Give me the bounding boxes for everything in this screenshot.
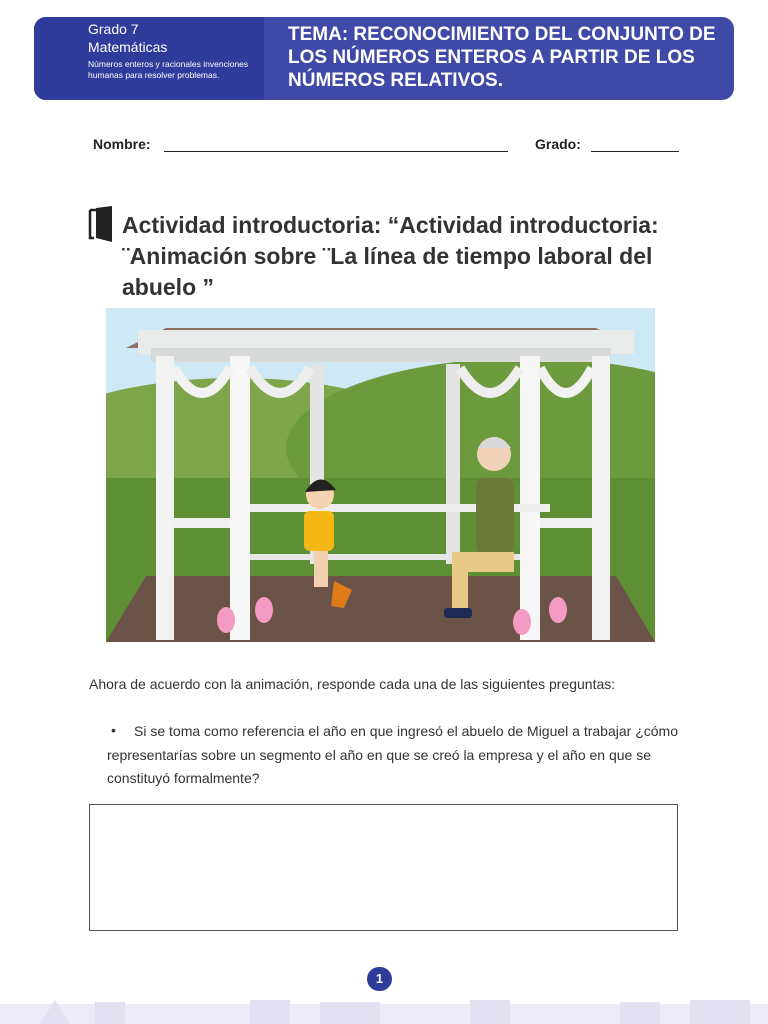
header-banner <box>34 17 734 100</box>
name-label: Nombre: <box>93 136 151 152</box>
watermark-decoration <box>0 990 768 1024</box>
answer-box[interactable] <box>89 804 678 931</box>
topic-title: TEMA: RECONOCIMIENTO DEL CONJUNTO DE LOS NÚMEROS ENTEROS A PARTIR DE LOS NÚMEROS RELATIVOS. <box>288 24 716 91</box>
activity-title: Actividad introductoria: “Actividad introductoria: ¨Animación sobre ¨La línea de tiempo laboral del abuelo ” <box>122 212 659 300</box>
name-field[interactable] <box>164 151 508 152</box>
student-form <box>93 136 683 158</box>
page-number: 1 <box>367 967 392 991</box>
grade-field-label: Grado: <box>535 136 581 152</box>
unit-description: Números enteros y racionales invenciones humanas para resolver problemas. <box>88 59 249 80</box>
door-icon <box>88 206 114 242</box>
question-text: Si se toma como referencia el año en que ingresó el abuelo de Miguel a trabajar ¿cómo representarías sobre un segmento el año en que se creó la empresa y el año en que se constituyó formalmente? <box>107 723 678 786</box>
question-bullet: • <box>111 722 116 738</box>
header-course-info <box>34 17 264 100</box>
grade-label: Grado 7 <box>88 21 139 37</box>
grade-field[interactable] <box>591 151 679 152</box>
instruction-text: Ahora de acuerdo con la animación, responde cada una de las siguientes preguntas: <box>89 676 616 692</box>
gazebo-illustration <box>106 308 655 642</box>
subject-label: Matemáticas <box>88 39 168 55</box>
